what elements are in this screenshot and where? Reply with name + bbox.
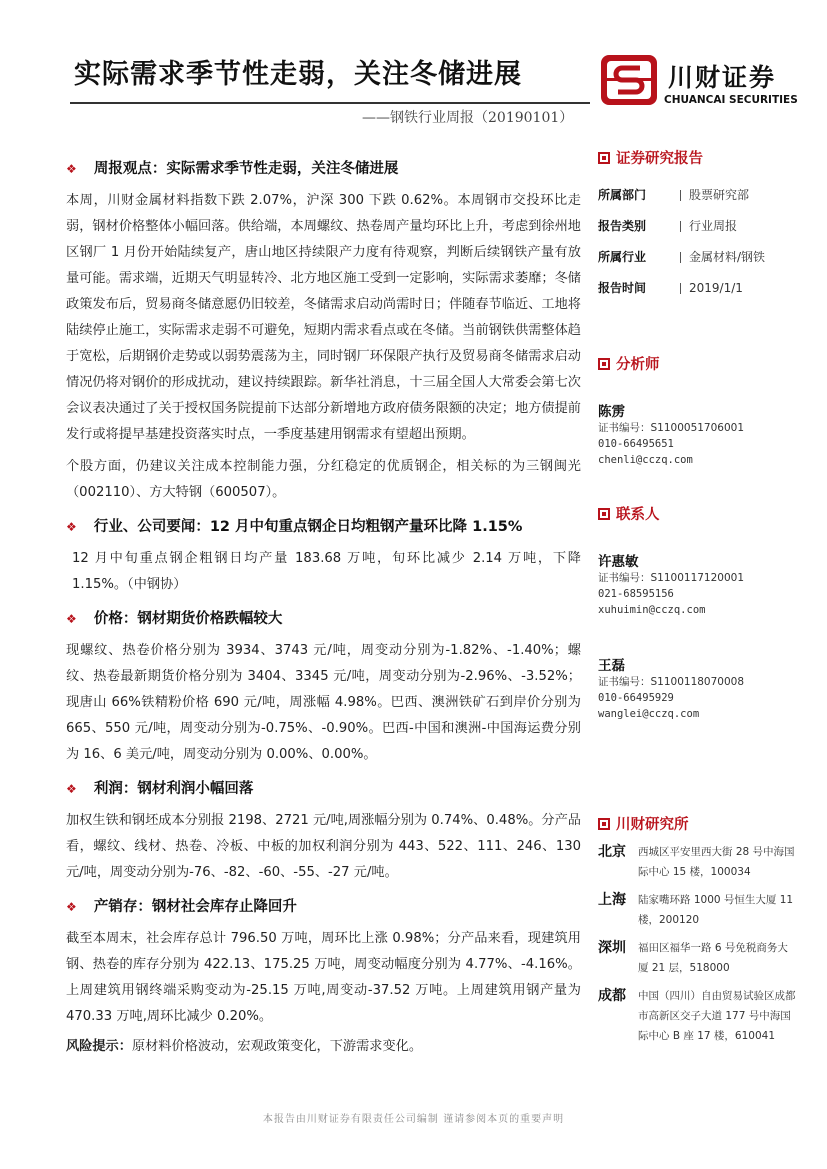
logo-text-en: CHUANCAI SECURITIES <box>664 94 798 106</box>
square-bullet-icon <box>598 152 610 164</box>
risk-warning <box>66 1034 581 1060</box>
meta-key: 报告类别 <box>598 219 647 233</box>
sidebar <box>598 148 803 1054</box>
contact-name: 王磊 <box>598 658 625 674</box>
diamond-bullet-icon: ❖ <box>66 520 77 534</box>
diamond-bullet-icon: ❖ <box>66 162 77 176</box>
office-city: 深圳 <box>598 940 626 956</box>
company-logo <box>600 50 810 110</box>
sidebar-heading-institute: 川财研究所 <box>598 814 803 836</box>
office-address: 中国（四川）自由贸易试验区成都市高新区交子大道 177 号中海国际中心 B 座 17 楼，610041 <box>638 990 796 1042</box>
diamond-bullet-icon: ❖ <box>66 900 77 914</box>
meta-row <box>598 180 803 211</box>
section-heading: ❖ 周报观点：实际需求季节性走弱，关注冬储进展 <box>66 161 399 177</box>
meta-key: 所属部门 <box>598 188 647 202</box>
meta-key: 报告时间 <box>598 281 647 295</box>
analyst-phone: 010-66495651 <box>598 438 674 450</box>
title-divider <box>70 102 590 104</box>
risk-text: 原材料价格波动，宏观政策变化，下游需求变化。 <box>131 1039 423 1054</box>
office-city: 成都 <box>598 988 626 1004</box>
analyst-email[interactable]: chenli@cczq.com <box>598 454 693 466</box>
body-paragraph: 加权生铁和钢坯成本分别报 2198、2721 元/吨,周涨幅分别为 0.74%、0.48%。分产品看，螺纹、线材、热卷、冷板、中板的加权利润分别为 443、522、111、246、130 元/吨，周变动分别为-76、-82、-60、-55、-27 元/吨。 <box>66 813 581 880</box>
page-title: 实际需求季节性走弱，关注冬储进展 <box>74 59 522 90</box>
meta-row <box>598 211 803 242</box>
meta-row <box>598 242 803 273</box>
page-footer: 本报告由川财证券有限责任公司编制 谨请参阅本页的重要声明 <box>262 1114 565 1125</box>
diamond-bullet-icon: ❖ <box>66 612 77 626</box>
office-city: 北京 <box>598 844 626 860</box>
contact-email[interactable]: xuhuimin@cczq.com <box>598 604 706 616</box>
body-paragraph: 现螺纹、热卷价格分别为 3934、3743 元/吨，周变动分别为-1.82%、-1.40%；螺纹、热卷最新期货价格分别为 3404、3345 元/吨，周变动分别为-2.96%、-3.52%；现唐山 66%铁精粉价格 690 元/吨，周涨幅 4.98%。巴西、澳洲铁矿石到岸价分别为 665、550 元/吨，周变动分别为-0.75%、-0.90%。巴西-中国和澳洲-中国海运费分别为 16、6 美元/吨，周变动分别为 0.00%、0.00%。 <box>66 643 581 762</box>
sidebar-heading-contact: 联系人 <box>598 504 803 526</box>
section-heading: ❖ 价格：钢材期货价格跌幅较大 <box>66 611 283 627</box>
body-paragraph: 12 月中旬重点钢企粗钢日均产量 183.68 万吨，旬环比减少 2.14 万吨，下降 1.15%。（中钢协） <box>72 551 581 592</box>
meta-value: 股票研究部 <box>689 188 750 202</box>
office-city: 上海 <box>598 892 626 908</box>
contact-name: 许惠敏 <box>598 554 639 570</box>
logo-mark-icon <box>600 54 658 106</box>
section-heading: ❖ 产销存：钢材社会库存止降回升 <box>66 899 297 915</box>
body-paragraph: 截至本周末，社会库存总计 796.50 万吨，周环比上涨 0.98%；分产品来看，现建筑用钢、热卷的库存分别为 422.13、175.25 万吨，周变动幅度分别为 4.77%、-4.16%。上周建筑用钢终端采购变动为-25.15 万吨,周变动-37.52 万吨。上周建筑用钢产量为 470.33 万吨,周环比减少 0.20%。 <box>66 931 581 1024</box>
logo-text-cn: 川财证券 <box>668 63 777 92</box>
square-bullet-icon <box>598 508 610 520</box>
office-entry <box>598 938 803 978</box>
contact-cert: 证书编号：S1100118070008 <box>598 676 745 688</box>
meta-value: 金属材料/钢铁 <box>689 250 766 264</box>
office-entry <box>598 890 803 930</box>
analyst-cert: 证书编号：S1100051706001 <box>598 422 745 434</box>
main-content <box>66 148 581 1060</box>
contact-phone: 021-68595156 <box>598 588 674 600</box>
office-address: 福田区福华一路 6 号免税商务大厦 21 层，518000 <box>638 942 788 974</box>
report-subtitle: ——钢铁行业周报（20190101） <box>362 110 574 126</box>
meta-row <box>598 273 803 304</box>
contact-cert: 证书编号：S1100117120001 <box>598 572 745 584</box>
contact-email[interactable]: wanglei@cczq.com <box>598 708 700 720</box>
sidebar-heading-report: 证券研究报告 <box>598 148 803 170</box>
meta-value: 2019/1/1 <box>689 281 743 295</box>
meta-key: 所属行业 <box>598 250 647 264</box>
body-paragraph: 个股方面，仍建议关注成本控制能力强，分红稳定的优质钢企，相关标的为三钢闽光（002110）、方大特钢（600507）。 <box>66 459 581 500</box>
office-address: 陆家嘴环路 1000 号恒生大厦 11 楼，200120 <box>638 894 794 926</box>
diamond-bullet-icon: ❖ <box>66 782 77 796</box>
section-heading: ❖ 行业、公司要闻：12 月中旬重点钢企日均粗钢产量环比降 1.15% <box>66 519 523 535</box>
office-entry <box>598 986 803 1046</box>
office-address: 西城区平安里西大街 28 号中海国际中心 15 楼，100034 <box>638 846 795 878</box>
office-entry <box>598 842 803 882</box>
sidebar-heading-analyst: 分析师 <box>598 354 803 376</box>
section-heading: ❖ 利润：钢材利润小幅回落 <box>66 781 254 797</box>
risk-label: 风险提示： <box>66 1039 132 1054</box>
square-bullet-icon <box>598 818 610 830</box>
square-bullet-icon <box>598 358 610 370</box>
body-paragraph: 本周，川财金属材料指数下跌 2.07%，沪深 300 下跌 0.62%。本周钢市交投环比走弱，钢材价格整体小幅回落。供给端，本周螺纹、热卷周产量均环比上升，考虑到徐州地区钢厂 1 月份开始陆续复产，唐山地区持续限产力度有待观察，判断后续钢铁产量有放量可能。需求端，近期天气明显转冷、北方地区施工受到一定影响，实际需求萎靡；冬储政策发布后，贸易商冬储意愿仍旧较差，冬储需求启动尚需时日；伴随春节临近、工地将陆续停止施工，实际需求走弱不可避免，短期内需求看点或在冬储。当前钢铁供需整体趋于宽松，后期钢价走势或以弱势震荡为主，同时钢厂环保限产执行及贸易商冬储需求启动情况仍将对钢价的形成扰动，建议持续跟踪。新华社消息，十三届全国人大常委会第七次会议表决通过了关于授权国务院提前下达部分新增地方政府债务限额的决定；地方债提前发行或将提早基建投资落实时点，一季度基建用钢需求有望超出预期。 <box>66 193 581 442</box>
meta-value: 行业周报 <box>689 219 738 233</box>
analyst-name: 陈雳 <box>598 404 625 420</box>
contact-phone: 010-66495929 <box>598 692 674 704</box>
